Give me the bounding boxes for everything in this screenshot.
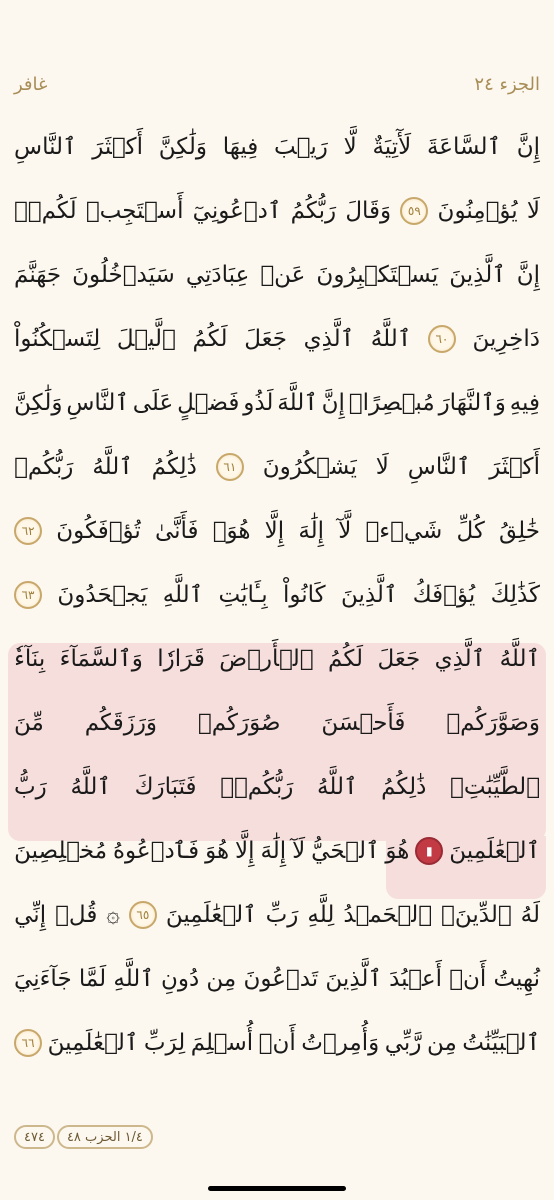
quran-word[interactable]: أَنۡ <box>449 966 487 992</box>
quran-word[interactable]: مِن <box>206 966 237 992</box>
quran-word[interactable]: وَلَٰكِنَّ <box>158 134 208 160</box>
quran-word[interactable]: إِلَٰهَ <box>260 838 287 864</box>
quran-word[interactable]: عَنۡ <box>260 262 306 288</box>
quran-word[interactable]: فِيهَا <box>222 134 259 160</box>
quran-word[interactable]: ٱلطَّيِّبَٰتِۚ <box>450 774 540 800</box>
quran-word[interactable]: ٱلۡحَيُّ <box>311 838 380 864</box>
quran-word[interactable]: تَدۡعُونَ <box>243 966 319 992</box>
verse-end-marker[interactable]: ٦٥ <box>129 901 157 929</box>
quran-word[interactable]: فَضۡلٍ <box>177 390 240 416</box>
quran-word[interactable]: لَّا <box>343 134 357 160</box>
quran-word[interactable]: فَأَحۡسَنَ <box>321 710 406 736</box>
quran-word[interactable]: رَّبِّي <box>384 1030 422 1056</box>
quran-word[interactable]: ٱللَّهِ <box>162 582 204 608</box>
quran-word[interactable]: ٱللَّهُ <box>499 646 540 672</box>
quran-word[interactable]: لَكُمُ <box>328 646 364 672</box>
verse-end-marker[interactable]: ٥٩ <box>400 197 428 225</box>
quran-word[interactable]: أَسۡتَجِبۡ <box>85 198 184 224</box>
quran-word[interactable]: ٱللَّهِ <box>113 966 154 992</box>
quran-word[interactable]: وَرَزَقَكُم <box>84 710 158 736</box>
quran-word[interactable]: ٱلَّذِينَ <box>340 582 398 608</box>
verse-end-marker[interactable]: ٦٣ <box>14 581 42 609</box>
verse-end-marker[interactable]: ٦٦ <box>14 1029 42 1057</box>
quran-word[interactable]: رَبُّكُمۡۖ <box>220 774 294 800</box>
quran-word[interactable]: دُونِ <box>160 966 200 992</box>
hizb-indicator: ١/٤ الحزب ٤٨ <box>57 1125 153 1149</box>
quran-word[interactable]: ذَٰلِكُمُ <box>151 454 197 480</box>
quran-word[interactable]: ذَٰلِكُمُ <box>381 774 427 800</box>
quran-word[interactable]: ٱلَّذِي <box>303 326 355 352</box>
quran-word[interactable]: لَا <box>375 454 389 480</box>
quran-word[interactable]: سَيَدۡخُلُونَ <box>72 262 175 288</box>
quran-word[interactable]: ٱلنَّاسِ <box>14 134 77 160</box>
quran-word[interactable]: كَانُواْ <box>282 582 326 608</box>
quran-word[interactable]: رَبِّ <box>265 902 299 928</box>
quran-word[interactable]: إِنَّ <box>516 262 540 288</box>
quran-word[interactable]: ٱلنَّاسِ <box>407 454 471 480</box>
quran-word[interactable]: خَٰلِقُ <box>498 518 540 544</box>
quran-word[interactable]: مُخۡلِصِينَ <box>14 838 108 864</box>
text-line[interactable] <box>14 118 540 176</box>
quran-word[interactable]: مِن <box>426 1030 457 1056</box>
quran-word[interactable]: مُبۡصِرًاۚ <box>348 390 435 416</box>
quran-word[interactable]: صُوَرَكُمۡ <box>197 710 281 736</box>
quran-word[interactable]: أَنۡ <box>258 1030 296 1056</box>
quran-word[interactable]: نُهِيتُ <box>493 966 540 992</box>
quran-word[interactable]: رَيۡبَ <box>274 134 328 160</box>
quran-word[interactable]: ٱلۡعَٰلَمِينَ <box>449 838 540 864</box>
juz-label: الجزء ٢٤ <box>474 73 540 95</box>
quran-word[interactable]: رَبُّكُمُ <box>290 198 337 224</box>
quran-word[interactable]: يَشۡكُرُونَ <box>262 454 357 480</box>
text-line[interactable] <box>14 1014 540 1072</box>
quran-word[interactable]: فِيهِ <box>509 390 540 416</box>
quran-word[interactable]: كَذَٰلِكَ <box>490 582 540 608</box>
quran-word[interactable]: مِّنَ <box>14 710 44 736</box>
quran-word[interactable]: لَّآ <box>338 518 352 544</box>
text-line[interactable] <box>14 950 540 1008</box>
quran-word[interactable]: لَذُو <box>243 390 274 416</box>
quran-word[interactable]: لَآ <box>292 838 306 864</box>
quran-word[interactable]: جَعَلَ <box>377 646 421 672</box>
quran-word[interactable]: رَبُّ <box>14 774 47 800</box>
quran-word[interactable]: وَٱلنَّهَارَ <box>438 390 506 416</box>
quran-word[interactable]: ٱلَّذِينَ <box>325 966 382 992</box>
quran-word[interactable]: إِلَّا <box>264 518 285 544</box>
quran-word[interactable]: إِلَّا <box>235 838 255 864</box>
text-line[interactable] <box>14 310 540 368</box>
quran-word[interactable]: عِبَادَتِي <box>185 262 250 288</box>
quran-word[interactable]: إِلَٰهَ <box>298 518 325 544</box>
quran-word[interactable]: هُوَ <box>385 838 410 864</box>
quran-word[interactable]: أَكۡثَرَ <box>489 454 540 480</box>
verse-end-marker[interactable]: ٦٠ <box>428 325 456 353</box>
text-line[interactable] <box>14 374 540 432</box>
text-line[interactable] <box>14 566 540 624</box>
quran-word[interactable]: ٱلۡحَمۡدُ <box>343 902 433 928</box>
quran-word[interactable]: هُوَ <box>205 838 230 864</box>
quran-word[interactable]: يَجۡحَدُونَ <box>57 582 148 608</box>
quran-word[interactable]: يَسۡتَكۡبِرُونَ <box>316 262 439 288</box>
verse-end-marker[interactable]: ٦٢ <box>14 517 42 545</box>
quran-word[interactable]: وَلَٰكِنَّ <box>14 390 63 416</box>
quran-word[interactable]: يُؤۡمِنُونَ <box>437 198 518 224</box>
quran-word[interactable]: لَكُمُ <box>192 326 228 352</box>
quran-word[interactable]: دَاخِرِينَ <box>472 326 540 352</box>
quran-word[interactable]: إِنَّ <box>321 390 345 416</box>
quran-word[interactable]: لِتَسۡكُنُواْ <box>14 326 101 352</box>
quran-word[interactable]: هُوَۖ <box>212 518 251 544</box>
quran-word[interactable]: تُؤۡفَكُونَ <box>56 518 141 544</box>
quran-word[interactable]: إِنَّ <box>516 134 540 160</box>
quran-word[interactable]: وَٱلسَّمَآءَ <box>59 646 143 672</box>
quran-word[interactable]: أَعۡبُدَ <box>389 966 442 992</box>
quran-word[interactable]: ٱللَّهَ <box>277 390 318 416</box>
quran-word[interactable]: رَبُّكُمۡ <box>14 454 74 480</box>
quran-word[interactable]: ٱلَّيۡلَ <box>116 326 176 352</box>
verse-end-marker[interactable]: ▮ <box>415 837 443 865</box>
surah-name: غافر <box>14 73 48 95</box>
quran-word[interactable]: جَعَلَ <box>244 326 287 352</box>
quran-word[interactable]: فَتَبَارَكَ <box>134 774 197 800</box>
text-line[interactable] <box>14 502 540 560</box>
quran-word[interactable]: بِـَٔايَٰتِ <box>218 582 268 608</box>
quran-word[interactable]: لَهُ <box>520 902 540 928</box>
quran-word[interactable]: قَرَارٗا <box>157 646 205 672</box>
quran-word[interactable]: ٱدۡعُونِيٓ <box>192 198 282 224</box>
text-line[interactable] <box>14 246 540 304</box>
page-header <box>14 66 540 102</box>
text-line[interactable] <box>14 438 540 496</box>
text-line[interactable] <box>14 182 540 240</box>
quran-word[interactable]: أَكۡثَرَ <box>92 134 144 160</box>
quran-word[interactable]: ٱللَّهُ <box>70 774 111 800</box>
quran-word[interactable]: ۞ <box>106 902 120 928</box>
quran-word[interactable]: ٱلدِّينَۗ <box>441 902 512 928</box>
quran-word[interactable]: ٱلۡبَيِّنَٰتُ <box>462 1030 540 1056</box>
quran-word[interactable]: ٱلَّذِينَ <box>449 262 506 288</box>
quran-word[interactable]: أُسۡلِمَ <box>190 1030 254 1056</box>
quran-word[interactable]: وَقَالَ <box>345 198 392 224</box>
quran-word[interactable]: ٱلۡعَٰلَمِينَ <box>47 1030 139 1056</box>
quran-word[interactable]: وَأُمِرۡتُ <box>301 1030 380 1056</box>
page-number: ٤٧٤ <box>14 1125 55 1149</box>
quran-word[interactable]: ٱلۡعَٰلَمِينَ <box>165 902 257 928</box>
quran-word[interactable]: وَصَوَّرَكُمۡ <box>446 710 540 736</box>
quran-word[interactable]: بِنَآءٗ <box>14 646 46 672</box>
text-line[interactable] <box>14 630 540 688</box>
quran-word[interactable]: جَهَنَّمَ <box>14 262 62 288</box>
verse-end-marker[interactable]: ٦١ <box>216 453 244 481</box>
text-line[interactable] <box>14 822 540 880</box>
quran-word[interactable]: ٱلنَّاسِ <box>66 390 129 416</box>
text-line[interactable] <box>14 886 540 944</box>
quran-word[interactable]: ٱلۡأَرۡضَ <box>219 646 314 672</box>
quran-word[interactable]: قُلۡ <box>55 902 98 928</box>
text-line[interactable] <box>14 694 540 752</box>
quran-word[interactable]: ٱللَّهُ <box>317 774 358 800</box>
quran-word[interactable]: فَأَنَّىٰ <box>154 518 199 544</box>
home-indicator[interactable] <box>208 1186 346 1191</box>
quran-word[interactable]: شَيۡءٖ <box>365 518 443 544</box>
text-line[interactable] <box>14 758 540 816</box>
quran-word[interactable]: ٱللَّهُ <box>370 326 412 352</box>
quran-word[interactable]: لَكُمۡۚ <box>14 198 77 224</box>
quran-word[interactable]: ٱلسَّاعَةَ <box>426 134 502 160</box>
quran-word[interactable]: فَٱدۡعُوهُ <box>112 838 200 864</box>
quran-word[interactable]: إِنِّي <box>14 902 47 928</box>
quran-word[interactable]: ٱللَّهُ <box>92 454 133 480</box>
quran-word[interactable]: جَآءَنِيَ <box>14 966 72 992</box>
quran-word[interactable]: لَمَّا <box>78 966 107 992</box>
quran-word[interactable]: ٱلَّذِي <box>434 646 486 672</box>
quran-word[interactable]: لِلَّهِ <box>307 902 335 928</box>
quran-word[interactable]: لَا <box>526 198 540 224</box>
quran-word[interactable]: لِرَبِّ <box>143 1030 186 1056</box>
quran-word[interactable]: كُلِّ <box>456 518 485 544</box>
quran-word[interactable]: يُؤۡفَكُ <box>412 582 476 608</box>
quran-word[interactable]: عَلَى <box>132 390 174 416</box>
quran-word[interactable]: لَأٓتِيَةٌ <box>372 134 412 160</box>
page-footer <box>14 1124 153 1150</box>
